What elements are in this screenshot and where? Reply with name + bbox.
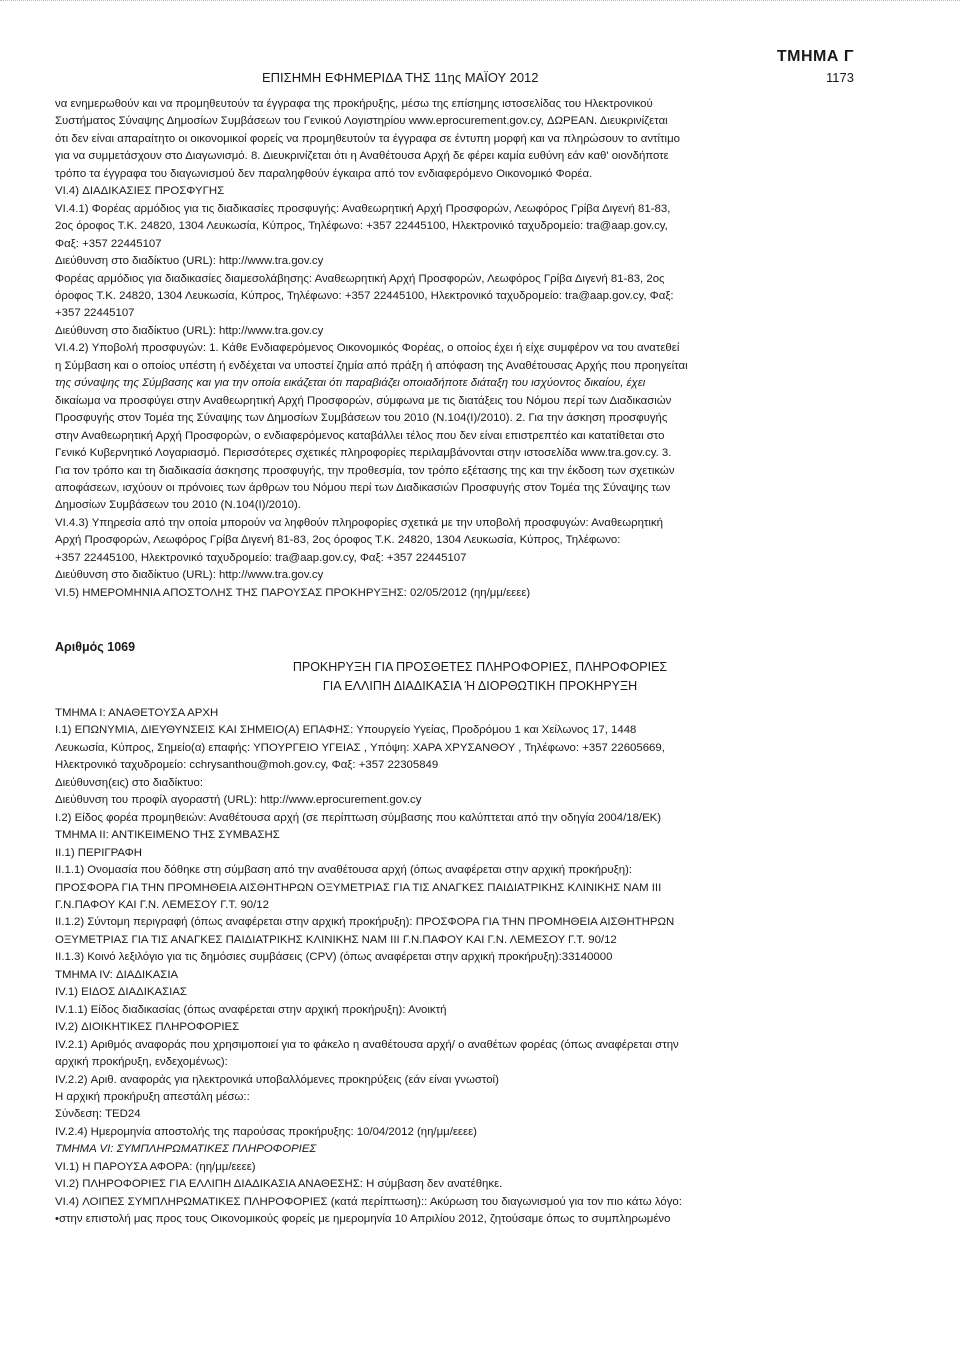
text-line: δικαίωμα να προσφύγει στην Αναθεωρητική Αρχή Προσφορών, σύμφωνα με τις διατάξεις του Νόμου περί των Διαδικασιών [55,394,672,407]
text-line: Διεύθυνση στο διαδίκτυο (URL): http://www.tra.gov.cy [55,255,324,268]
text-line: Σύνδεση: TED24 [55,1108,141,1121]
section-heading: ΤΜΗΜΑ ΙΙ: ΑΝΤΙΚΕΙΜΕΝΟ ΤΗΣ ΣΥΜΒΑΣΗΣ [55,829,280,842]
text-line: IV.2.1) Αριθμός αναφοράς που χρησιμοποιεί για το φάκελο η αναθέτουσα αρχή/ ο αναθέτων φορέας (όπως αναφέρεται στην [55,1038,679,1051]
text-line: η Σύμβαση και ο οποίος υπέστη ή ενδέχεται να υποστεί ζημία από πράξη ή απόφαση της Αναθέτουσας Αρχής που προηγείται [55,359,688,372]
text-line: ΠΡΟΣΦΟΡΑ ΓΙΑ ΤΗΝ ΠΡΟΜΗΘΕΙΑ ΑΙΣΘΗΤΗΡΩΝ ΟΞΥΜΕΤΡΙΑΣ ΓΙΑ ΤΙΣ ΑΝΑΓΚΕΣ ΠΑΙΔΙΑΤΡΙΚΗΣ ΚΛΙΝΙΚΗΣ ΝΑΜ ΙΙΙ [55,881,662,894]
text-line: Συστήματος Σύναψης Δημοσίων Συμβάσεων του Γενικού Λογιστηρίου www.eprocurement.gov.cy, ΔΩΡΕΑΝ. Διευκρινίζεται [55,115,668,128]
text-line: Αρχή Προσφορών, Λεωφόρος Γρίβα Διγενή 81-83, 2ος όροφος Τ.Κ. 24820, 1304 Λευκωσία, Κύπρος, Τηλέφωνο: [55,534,621,547]
text-line: IV.2.4) Ημερομηνία αποστολής της παρούσας προκήρυξης: 10/04/2012 (ηη/μμ/εεεε) [55,1125,477,1138]
text-line: για να συμμετάσχουν στο Διαγωνισμό. 8. Διευκρινίζεται ότι η Αναθέτουσα Αρχή δε φέρει καμία ευθύνη εάν καθ' οιονδήποτε [55,150,669,163]
text-line: VI.4.2) Υποβολή προσφυγών: 1. Κάθε Ενδιαφερόμενος Οικονομικός Φορέας, ο οποίος έχει ή είχε συμφέρον να του ανατεθεί [55,342,680,355]
text-line: VI.2) ΠΛΗΡΟΦΟΡΙΕΣ ΓΙΑ ΕΛΛΙΠΗ ΔΙΑΔΙΚΑΣΙΑ ΑΝΑΘΕΣΗΣ: Η σύμβαση δεν ανατέθηκε. [55,1178,503,1191]
text-line: της σύναψης της Σύμβασης και για την οποία εικάζεται ότι παραβιάζει οποιαδήποτε διάταξη του ισχύοντος δικαίου, έχει [55,377,646,390]
text-line: VI.4.1) Φορέας αρμόδιος για τις διαδικασίες προσφυγής: Αναθεωρητική Αρχή Προσφορών, Λεωφόρος Γρίβα Διγενή 81-83, [55,202,671,215]
text-line: 2ος όροφος Τ.Κ. 24820, 1304 Λευκωσία, Κύπρος, Τηλέφωνο: +357 22445100, Ηλεκτρονικό ταχυδρομείο: tra@aap.gov.cy, [55,220,668,233]
text-line: •στην επιστολή μας προς τους Οικονομικούς φορείς με ημερομηνία 10 Απριλίου 2012, ζητούσαμε όπως το συμπληρωμένο [55,1213,671,1226]
section-label: ΤΜΗΜΑ Γ [776,48,854,65]
text-line: ΙΙ.1.1) Ονομασία που δόθηκε στη σύμβαση από την αναθέτουσα αρχή (όπως αναφέρεται στην αρχική προκήρυξη): [55,864,633,877]
text-line: ΙΙ.1.3) Κοινό λεξιλόγιο για τις δημόσιες συμβάσεις (CPV) (όπως αναφέρεται στην αρχική προκήρυξη):33140000 [55,951,613,964]
text-line: Η αρχική προκήρυξη απεστάλη μέσω:: [55,1090,250,1103]
text-line: IV.2.2) Αριθ. αναφοράς για ηλεκτρονικά υποβαλλόμενες προκηρύξεις (εάν είναι γνωστοί) [55,1073,499,1086]
text-line: Δημοσίων Συμβάσεων του 2010 (Ν.104(Ι)/2010). [55,499,301,512]
notice-title-line: ΓΙΑ ΕΛΛΙΠΗ ΔΙΑΔΙΚΑΣΙΑ Ή ΔΙΟΡΘΩΤΙΚΗ ΠΡΟΚΗΡΥΞΗ [322,679,638,693]
text-line: να ενημερωθούν και να προμηθευτούν τα έγγραφα της προκήρυξης, μέσω της επίσημης ιστοσελίδας του Ηλεκτρονικού [55,98,653,110]
text-line: ότι δεν είναι απαραίτητο οι οικονομικοί φορείς να προμηθευτούν τα έγγραφα σε έντυπη μορφή και να πληρώσουν το αντίτιμο [55,132,680,145]
text-line: αποφάσεων, ισχύουν οι πρόνοιες των άρθρων του Νόμου περί των Διαδικασιών Προσφυγής στον Τομέα της Σύναψης των [55,481,671,494]
text-line: Λευκωσία, Κύπρος, Σημείο(α) επαφής: ΥΠΟΥΡΓΕΙΟ ΥΓΕΙΑΣ , Υπόψη: ΧΑΡΑ ΧΡΥΣΑΝΘΟΥ , Τηλέφωνο: +357 22605669, [55,741,665,754]
text-line: VI.1) Η ΠΑΡΟΥΣΑ ΑΦΟΡΑ: (ηη/μμ/εεεε) [55,1160,256,1173]
text-line: Φορέας αρμόδιος για διαδικασίες διαμεσολάβησης: Αναθεωρητική Αρχή Προσφορών, Λεωφόρος Γρίβα Διγενή 81-83, 2ος [55,272,665,285]
text-line: Ι.2) Είδος φορέα προμηθειών: Αναθέτουσα αρχή (σε περίπτωση σύμβασης που καλύπτεται από την οδηγία 2004/18/ΕΚ) [55,811,662,824]
text-line: ΙΙ.1.2) Σύντομη περιγραφή (όπως αναφέρεται στην αρχική προκήρυξη): ΠΡΟΣΦΟΡΑ ΓΙΑ ΤΗΝ ΠΡΟΜΗΘΕΙΑ ΑΙΣΘΗΤΗΡΩΝ [55,916,675,929]
page-number: 1173 [826,70,854,85]
text-line: στην Αναθεωρητική Αρχή Προσφορών, ο ενδιαφερόμενος καταβάλλει τέλος που δεν είναι επιστρεπτέο και κατατίθεται στο [55,429,665,442]
notice-title [55,658,905,696]
text-line: Ηλεκτρονικό ταχυδρομείο: cchrysanthou@moh.gov.cy, Φαξ: +357 22305849 [55,759,439,772]
text-line: Ι.1) ΕΠΩΝΥΜΙΑ, ΔΙΕΥΘΥΝΣΕΙΣ ΚΑΙ ΣΗΜΕΙΟ(Α) ΕΠΑΦΗΣ: Υπουργείο Υγείας, Προδρόμου 1 και Χείλωνος 17, 1448 [55,724,637,737]
gazette-title: ΕΠΙΣΗΜΗ ΕΦΗΜΕΡΙΔΑ ΤΗΣ 11ης ΜΑΪΟΥ 2012 [262,70,539,85]
text-line: Γενικό Κυβερνητικό Λογαριασμό. Περισσότερες σχετικές πληροφορίες περιλαμβάνονται στην ιστοσελίδα www.tra.gov.cy. 3. [55,447,672,460]
text-line: αρχική προκήρυξη, ενδεχομένως): [55,1056,228,1069]
text-line: όροφος Τ.Κ. 24820, 1304 Λευκωσία, Κύπρος, Τηλέφωνο: +357 22445100, Ηλεκτρονικό ταχυδρομείο: tra@aap.gov.cy, Φαξ: [55,289,674,302]
text-line: Διεύθυνση του προφίλ αγοραστή (URL): http://www.eprocurement.gov.cy [55,794,422,807]
section-heading: ΤΜΗΜΑ Ι: ΑΝΑΘΕΤΟΥΣΑ ΑΡΧΗ [55,707,219,719]
section-heading: ΙΙ.1) ΠΕΡΙΓΡΑΦΗ [55,846,142,859]
notice-title-line: ΠΡΟΚΗΡΥΞΗ ΓΙΑ ΠΡΟΣΘΕΤΕΣ ΠΛΗΡΟΦΟΡΙΕΣ, ΠΛΗΡΟΦΟΡΙΕΣ [292,660,668,674]
section-heading: ΤΜΗΜΑ VI: ΣΥΜΠΛΗΡΩΜΑΤΙΚΕΣ ΠΛΗΡΟΦΟΡΙΕΣ [55,1143,317,1156]
text-line: +357 22445107 [55,307,135,320]
text-line: +357 22445100, Ηλεκτρονικό ταχυδρομείο: tra@aap.gov.cy, Φαξ: +357 22445107 [55,551,467,564]
section-heading: VI.4) ΔΙΑΔΙΚΑΣΙΕΣ ΠΡΟΣΦΥΓΗΣ [55,185,225,198]
text-line: Για τον τρόπο και τη διαδικασία άσκησης προσφυγής, την προθεσμία, τον τρόπο εξέτασης της και την έκδοση των σχετικών [55,464,675,477]
text-line: Διεύθυνση στο διαδίκτυο (URL): http://www.tra.gov.cy [55,569,324,582]
text-line: VI.4.3) Υπηρεσία από την οποία μπορούν να ληφθούν πληροφορίες σχετικά με την υποβολή προσφυγών: Αναθεωρητική [55,516,663,529]
page-top-edge [0,0,960,4]
text-line: Διεύθυνση στο διαδίκτυο (URL): http://www.tra.gov.cy [55,324,324,337]
section-heading: VI.5) ΗΜΕΡΟΜΗΝΙΑ ΑΠΟΣΤΟΛΗΣ ΤΗΣ ΠΑΡΟΥΣΑΣ ΠΡΟΚΗΡΥΞΗΣ: 02/05/2012 (ηη/μμ/εεεε) [55,586,531,599]
section-heading: ΤΜΗΜΑ IV: ΔΙΑΔΙΚΑΣΙΑ [55,968,179,981]
notice-number: Αριθμός 1069 [55,640,136,654]
text-line: Γ.Ν.ΠΑΦΟΥ ΚΑΙ Γ.Ν. ΛΕΜΕΣΟΥ Γ.Τ. 90/12 [55,898,269,911]
text-line: τρόπο τα έγγραφα του διαγωνισμού δεν παραληφθούν έγκαιρα από τον ενδιαφερόμενο Οικονομικό Φορέα. [55,167,593,180]
text-line: Φαξ: +357 22445107 [55,237,162,250]
notice-body-text [55,705,863,1229]
section-heading: IV.2) ΔΙΟΙΚΗΤΙΚΕΣ ΠΛΗΡΟΦΟΡΙΕΣ [55,1021,240,1034]
text-line: Διεύθυνση(εις) στο διαδίκτυο: [55,776,204,789]
section-heading: IV.1) ΕΙΔΟΣ ΔΙΑΔΙΚΑΣΙΑΣ [55,986,187,999]
text-line: VI.4) ΛΟΙΠΕΣ ΣΥΜΠΛΗΡΩΜΑΤΙΚΕΣ ΠΛΗΡΟΦΟΡΙΕΣ (κατά περίπτωση):: Ακύρωση του διαγωνισμού για τον πιο κάτω λόγο: [55,1195,682,1208]
notice-continuation-text [55,96,863,602]
text-line: IV.1.1) Είδος διαδικασίας (όπως αναφέρεται στην αρχική προκήρυξη): Ανοικτή [55,1003,447,1016]
text-line: ΟΞΥΜΕΤΡΙΑΣ ΓΙΑ ΤΙΣ ΑΝΑΓΚΕΣ ΠΑΙΔΙΑΤΡΙΚΗΣ ΚΛΙΝΙΚΗΣ ΝΑΜ ΙΙΙ Γ.Ν.ΠΑΦΟΥ ΚΑΙ Γ.Ν. ΛΕΜΕΣΟΥ Γ.Τ. 90/12 [55,933,617,946]
text-line: Προσφυγής στον Τομέα της Σύναψης των Δημοσίων Συμβάσεων του 2010 (Ν.104(Ι)/2010). 2. Για την άσκηση προσφυγής [55,412,668,425]
